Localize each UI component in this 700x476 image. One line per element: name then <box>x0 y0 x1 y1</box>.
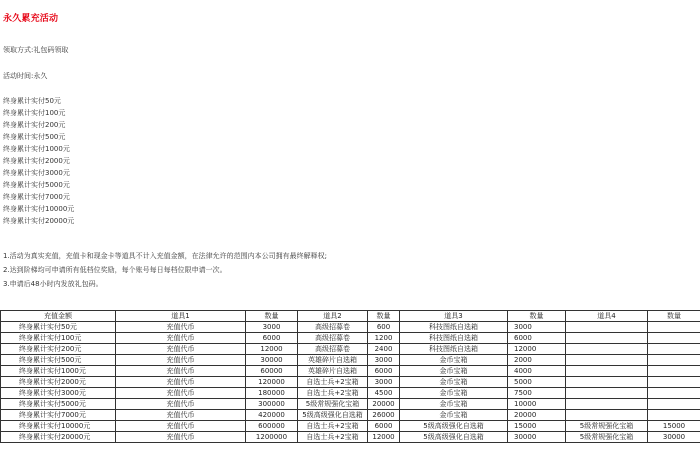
table-row <box>1 421 700 432</box>
amount-cell: 终身累计实付200元 <box>1 344 116 355</box>
amount-cell: 终身累计实付50元 <box>1 322 116 333</box>
item3-cell: 金币宝箱 <box>400 410 508 421</box>
item2-cell: 自选士兵+2宝箱 <box>298 388 368 399</box>
item3-cell: 科技图纸自选箱 <box>400 344 508 355</box>
qty4-cell <box>648 344 700 355</box>
header-qty2: 数量 <box>368 311 400 322</box>
item4-cell: 5级常规强化宝箱 <box>566 432 648 443</box>
item2-cell: 高级招募卷 <box>298 322 368 333</box>
qty1-cell: 60000 <box>246 366 298 377</box>
qty1-cell: 1200000 <box>246 432 298 443</box>
qty4-cell <box>648 388 700 399</box>
tier-item: 终身累计实付3000元 <box>3 169 70 177</box>
qty3-cell: 2000 <box>508 355 566 366</box>
item4-cell <box>566 388 648 399</box>
qty1-cell: 600000 <box>246 421 298 432</box>
rules-list <box>3 249 327 291</box>
header-item2: 道具2 <box>298 311 368 322</box>
item1-cell: 充值代币 <box>116 333 246 344</box>
item2-cell: 5级高级强化自选箱 <box>298 410 368 421</box>
amount-cell: 终身累计实付500元 <box>1 355 116 366</box>
table-row <box>1 366 700 377</box>
qty3-cell: 4000 <box>508 366 566 377</box>
item1-cell: 充值代币 <box>116 366 246 377</box>
qty3-cell: 3000 <box>508 322 566 333</box>
qty4-cell <box>648 322 700 333</box>
qty2-cell: 600 <box>368 322 400 333</box>
claim-method-text: 领取方式:礼包码领取 <box>3 46 69 54</box>
table-row <box>1 410 700 421</box>
tier-item: 终身累计实付20000元 <box>3 217 75 225</box>
item4-cell <box>566 344 648 355</box>
qty3-cell: 30000 <box>508 432 566 443</box>
table-row <box>1 399 700 410</box>
item2-cell: 英雄碎片自选箱 <box>298 366 368 377</box>
qty4-cell <box>648 399 700 410</box>
header-qty4: 数量 <box>648 311 700 322</box>
qty2-cell: 12000 <box>368 432 400 443</box>
table-row <box>1 333 700 344</box>
item1-cell: 充值代币 <box>116 399 246 410</box>
qty4-cell <box>648 410 700 421</box>
item3-cell: 金币宝箱 <box>400 388 508 399</box>
amount-cell: 终身累计实付100元 <box>1 333 116 344</box>
table-row <box>1 355 700 366</box>
item1-cell: 充值代币 <box>116 322 246 333</box>
tier-item: 终身累计实付5000元 <box>3 181 70 189</box>
qty3-cell: 10000 <box>508 399 566 410</box>
amount-cell: 终身累计实付10000元 <box>1 421 116 432</box>
table-row <box>1 377 700 388</box>
item1-cell: 充值代币 <box>116 410 246 421</box>
table-row <box>1 388 700 399</box>
tier-item: 终身累计实付7000元 <box>3 193 70 201</box>
item3-cell: 5级高级强化自选箱 <box>400 421 508 432</box>
qty3-cell: 20000 <box>508 410 566 421</box>
qty4-cell <box>648 333 700 344</box>
item4-cell: 5级常规强化宝箱 <box>566 421 648 432</box>
item2-cell: 自选士兵+2宝箱 <box>298 432 368 443</box>
item4-cell <box>566 333 648 344</box>
qty2-cell: 6000 <box>368 366 400 377</box>
header-item4: 道具4 <box>566 311 648 322</box>
amount-cell: 终身累计实付3000元 <box>1 388 116 399</box>
qty2-cell: 2400 <box>368 344 400 355</box>
item4-cell <box>566 399 648 410</box>
qty4-cell <box>648 355 700 366</box>
item1-cell: 充值代币 <box>116 388 246 399</box>
qty1-cell: 12000 <box>246 344 298 355</box>
item2-cell: 高级招募卷 <box>298 344 368 355</box>
item3-cell: 5级高级强化自选箱 <box>400 432 508 443</box>
rule-item: 3.申请后48小时内发放礼包码。 <box>3 280 103 288</box>
table-row <box>1 344 700 355</box>
qty2-cell: 1200 <box>368 333 400 344</box>
qty1-cell: 120000 <box>246 377 298 388</box>
item4-cell <box>566 322 648 333</box>
rewards-table <box>0 310 700 443</box>
item3-cell: 金币宝箱 <box>400 377 508 388</box>
item4-cell <box>566 355 648 366</box>
tier-item: 终身累计实付2000元 <box>3 157 70 165</box>
qty4-cell <box>648 366 700 377</box>
item2-cell: 自选士兵+2宝箱 <box>298 421 368 432</box>
qty4-cell: 15000 <box>648 421 700 432</box>
qty1-cell: 3000 <box>246 322 298 333</box>
item2-cell: 高级招募卷 <box>298 333 368 344</box>
item2-cell: 5级常规强化宝箱 <box>298 399 368 410</box>
qty4-cell: 30000 <box>648 432 700 443</box>
rule-item: 1.活动为真实充值，充值卡和现金卡等道具不计入充值金额，在法律允许的范围内本公司拥有最终解释权; <box>3 252 328 260</box>
qty3-cell: 6000 <box>508 333 566 344</box>
item4-cell <box>566 366 648 377</box>
item1-cell: 充值代币 <box>116 377 246 388</box>
page-title: 永久累充活动 <box>3 14 59 24</box>
item3-cell: 金币宝箱 <box>400 355 508 366</box>
amount-cell: 终身累计实付5000元 <box>1 399 116 410</box>
qty4-cell <box>648 377 700 388</box>
qty3-cell: 15000 <box>508 421 566 432</box>
item2-cell: 自选士兵+2宝箱 <box>298 377 368 388</box>
amount-cell: 终身累计实付7000元 <box>1 410 116 421</box>
header-item1: 道具1 <box>116 311 246 322</box>
table-row <box>1 322 700 333</box>
tier-item: 终身累计实付200元 <box>3 121 66 129</box>
qty2-cell: 4500 <box>368 388 400 399</box>
header-qty1: 数量 <box>246 311 298 322</box>
item4-cell <box>566 410 648 421</box>
item3-cell: 金币宝箱 <box>400 399 508 410</box>
activity-time-text: 活动时间:永久 <box>3 72 48 80</box>
item1-cell: 充值代币 <box>116 344 246 355</box>
item1-cell: 充值代币 <box>116 355 246 366</box>
item2-cell: 英雄碎片自选箱 <box>298 355 368 366</box>
qty3-cell: 7500 <box>508 388 566 399</box>
item3-cell: 科技图纸自选箱 <box>400 333 508 344</box>
item4-cell <box>566 377 648 388</box>
rule-item: 2.达到阶梯均可申请所有低档位奖励，每个账号每日每档位限申请一次。 <box>3 266 227 274</box>
item3-cell: 金币宝箱 <box>400 366 508 377</box>
tier-item: 终身累计实付50元 <box>3 97 61 105</box>
amount-cell: 终身累计实付20000元 <box>1 432 116 443</box>
amount-cell: 终身累计实付1000元 <box>1 366 116 377</box>
qty1-cell: 300000 <box>246 399 298 410</box>
table-body <box>1 322 700 443</box>
qty2-cell: 3000 <box>368 377 400 388</box>
tier-item: 终身累计实付1000元 <box>3 145 70 153</box>
tier-item: 终身累计实付10000元 <box>3 205 75 213</box>
qty2-cell: 20000 <box>368 399 400 410</box>
item1-cell: 充值代币 <box>116 432 246 443</box>
qty2-cell: 6000 <box>368 421 400 432</box>
qty2-cell: 26000 <box>368 410 400 421</box>
tier-item: 终身累计实付500元 <box>3 133 66 141</box>
table-header-row <box>1 311 700 322</box>
header-qty3: 数量 <box>508 311 566 322</box>
qty1-cell: 30000 <box>246 355 298 366</box>
qty1-cell: 180000 <box>246 388 298 399</box>
header-item3: 道具3 <box>400 311 508 322</box>
amount-cell: 终身累计实付2000元 <box>1 377 116 388</box>
qty1-cell: 6000 <box>246 333 298 344</box>
qty1-cell: 420000 <box>246 410 298 421</box>
qty3-cell: 5000 <box>508 377 566 388</box>
item1-cell: 充值代币 <box>116 421 246 432</box>
header-amount: 充值金额 <box>1 311 116 322</box>
qty2-cell: 3000 <box>368 355 400 366</box>
tier-list <box>3 95 74 227</box>
qty3-cell: 12000 <box>508 344 566 355</box>
tier-item: 终身累计实付100元 <box>3 109 66 117</box>
item3-cell: 科技图纸自选箱 <box>400 322 508 333</box>
table-row <box>1 432 700 443</box>
